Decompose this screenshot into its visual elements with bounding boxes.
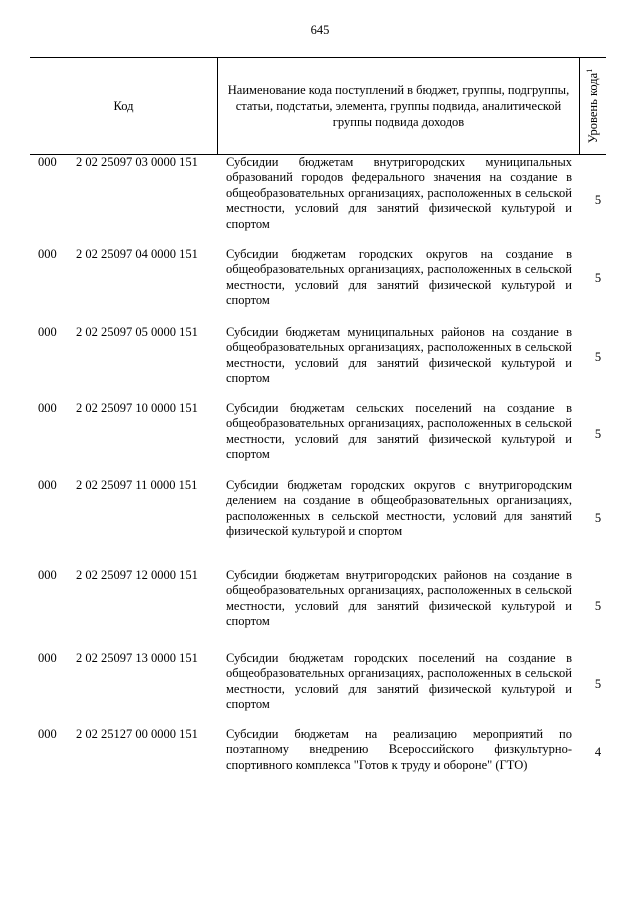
row-level: 5: [594, 599, 602, 613]
row-admin-code: 000: [38, 651, 57, 665]
header-code-label: Код: [113, 98, 134, 113]
row-code: 2 02 25097 05 0000 151: [76, 325, 198, 339]
header-level-text: Уровень кода: [586, 72, 601, 144]
header-level: [581, 58, 606, 154]
row-level: 5: [594, 271, 602, 285]
header-level-label: [585, 69, 601, 143]
header-name: [218, 58, 580, 154]
header-level-footnote: 1: [584, 68, 594, 73]
row-code: 2 02 25097 03 0000 151: [76, 155, 198, 169]
row-name: Субсидии бюджетам городских округов на создание в общеобразовательных организациях, расположенных в сельской местности, условий для занятий физической культурой и спортом: [226, 247, 572, 308]
header-name-label: Наименование кода поступлений в бюджет, группы, подгруппы, статьи, подстатьи, элемента, группы подвида, аналитической группы подвида доходов: [227, 83, 570, 129]
row-name: Субсидии бюджетам сельских поселений на создание в общеобразовательных организациях, расположенных в сельской местности, условий для занятий физической культурой и спортом: [226, 401, 572, 462]
row-code: 2 02 25097 04 0000 151: [76, 247, 198, 261]
row-admin-code: 000: [38, 478, 57, 492]
row-admin-code: 000: [38, 727, 57, 741]
row-code: 2 02 25097 13 0000 151: [76, 651, 198, 665]
row-admin-code: 000: [38, 568, 57, 582]
row-name: Субсидии бюджетам муниципальных районов на создание в общеобразовательных организациях, расположенных в сельской местности, условий для занятий физической культурой и спортом: [226, 325, 572, 386]
row-level: 5: [594, 427, 602, 441]
table-header: [30, 57, 606, 155]
page-number: 645: [310, 23, 330, 37]
row-level: 4: [594, 745, 602, 759]
row-code: 2 02 25097 12 0000 151: [76, 568, 198, 582]
row-name: Субсидии бюджетам внутригородских районов на создание в общеобразовательных организациях, расположенных в сельской местности, условий для занятий физической культурой и спортом: [226, 568, 572, 629]
row-admin-code: 000: [38, 155, 57, 169]
row-code: 2 02 25097 10 0000 151: [76, 401, 198, 415]
row-name: Субсидии бюджетам городских поселений на создание в общеобразовательных организациях, расположенных в сельской местности, условий для занятий физической культурой и спортом: [226, 651, 572, 712]
row-level: 5: [594, 193, 602, 207]
row-code: 2 02 25097 11 0000 151: [76, 478, 198, 492]
row-admin-code: 000: [38, 325, 57, 339]
row-level: 5: [594, 511, 602, 525]
row-level: 5: [594, 350, 602, 364]
row-level: 5: [594, 677, 602, 691]
row-name: Субсидии бюджетам городских округов с внутригородским делением на создание в общеобразовательных организациях, расположенных в сельской местности, условий для занятий физической культурой и спортом: [226, 478, 572, 539]
row-code: 2 02 25127 00 0000 151: [76, 727, 198, 741]
header-code: [30, 58, 218, 154]
row-name: Субсидии бюджетам внутригородских муниципальных образований городов федерального значения на создание в общеобразовательных организациях, расположенных в сельской местности, условий для занятий физической культурой и спортом: [226, 155, 572, 231]
row-admin-code: 000: [38, 247, 57, 261]
row-name: Субсидии бюджетам на реализацию мероприятий по поэтапному внедрению Всероссийского физкультурно-спортивного комплекса "Готов к труду и обороне" (ГТО): [226, 727, 572, 772]
row-admin-code: 000: [38, 401, 57, 415]
